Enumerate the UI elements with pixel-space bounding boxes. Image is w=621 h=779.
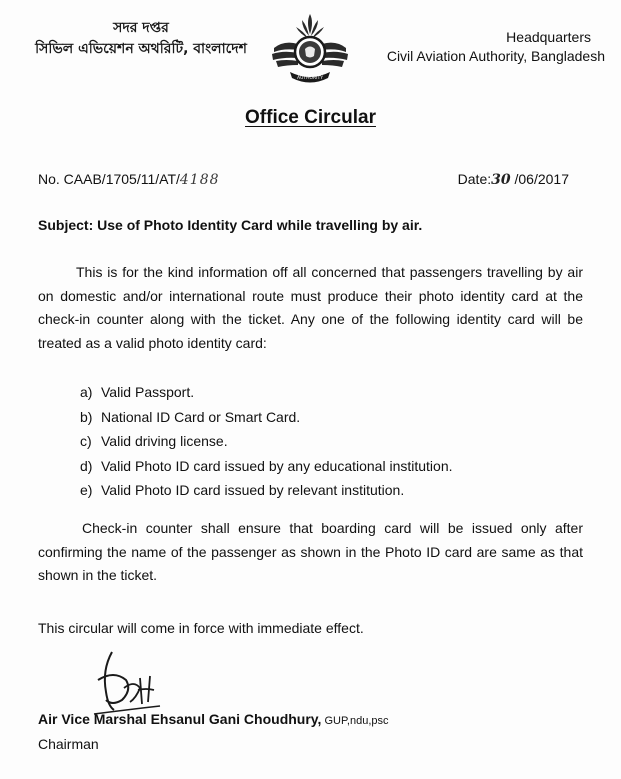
list-item (80, 454, 453, 479)
logo-ribbon-text: AUTHORITY (297, 76, 323, 81)
list-item-text: Valid Photo ID card issued by any educational institution. (101, 457, 453, 474)
list-marker: d) (80, 457, 93, 474)
english-header-line2: Civil Aviation Authority, Bangladesh (386, 48, 605, 64)
list-item-text: Valid driving license. (101, 433, 228, 449)
list-item-text: Valid Photo ID card issued by relevant institution. (101, 482, 405, 498)
reference-prefix: No. CAAB/1705/11/AT/ (38, 171, 180, 187)
date-rest: /06/2017 (510, 171, 569, 187)
page-title: Office Circular (245, 107, 376, 128)
bangla-header-line2: সিভিল এভিয়েশন অথরিটি, বাংলাদেশ (35, 41, 247, 57)
subject-line: Subject: Use of Photo Identity Card while travelling by air. (38, 217, 423, 233)
list-item (80, 380, 453, 405)
body-paragraph-2: Check-in counter shall ensure that boarding card will be issued only after confirming the name of the passenger as shown in the Photo ID card are same as that shown in the ticket. (38, 520, 583, 583)
body-paragraph-1: This is for the kind information off all concerned that passengers travelling by air on domestic and/or international route must produce their photo identity card at the check-in counter along with the ticket. Any one of the following identity card will be treated as a valid photo identity card: (38, 264, 583, 351)
list-marker: b) (80, 408, 93, 425)
body-paragraph-3: This circular will come in force with immediate effect. (38, 620, 364, 636)
bangla-header-line1: সদর দপ্তর (113, 20, 169, 36)
list-marker: a) (80, 384, 93, 400)
list-item (80, 429, 453, 454)
reference-handwritten-number: 4188 (179, 172, 220, 188)
list-item (80, 405, 453, 430)
english-header-line1: Headquarters (506, 29, 591, 45)
caab-emblem-icon (270, 8, 350, 88)
list-marker: c) (80, 433, 92, 449)
signature-icon (84, 640, 184, 720)
date-label: Date: (457, 171, 492, 187)
signatory-name-text: Air Vice Marshal Ehsanul Gani Choudhury, (38, 711, 322, 727)
list-item-text: Valid Passport. (101, 384, 195, 400)
bangla-header (16, 18, 266, 60)
reference-number (38, 171, 220, 188)
signatory-qualifications: GUP,ndu,psc (321, 715, 389, 727)
list-item (80, 478, 453, 503)
list-marker: e) (80, 482, 93, 498)
signatory-role: Chairman (38, 736, 99, 752)
valid-id-list (80, 380, 453, 503)
date-handwritten-day: 30 (491, 172, 511, 188)
circular-date (458, 171, 569, 188)
list-item-text: National ID Card or Smart Card. (101, 408, 301, 425)
signatory-name (38, 711, 389, 727)
english-header (355, 28, 605, 66)
